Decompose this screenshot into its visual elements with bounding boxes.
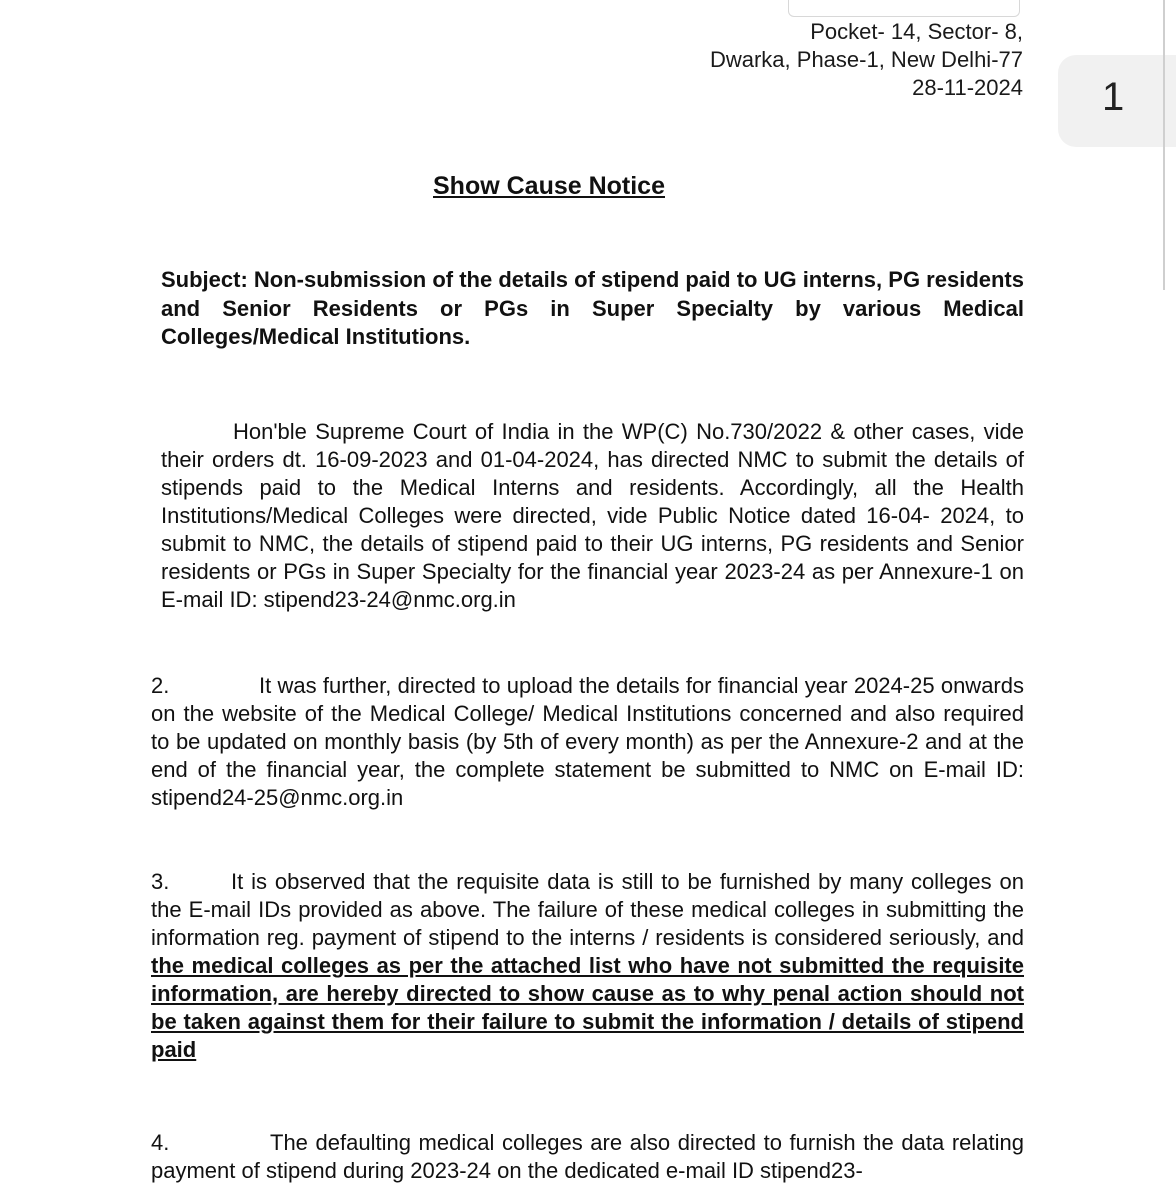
paragraph-2 bbox=[151, 672, 1024, 812]
address-line-1: Pocket- 14, Sector- 8, bbox=[810, 19, 1023, 44]
paragraph-3-directive: the medical colleges as per the attached list who have not submitted the requisite information, are hereby directed to show cause as to why penal action should not be taken against them for their failure to submit the information / details of stipend paid bbox=[151, 953, 1024, 1062]
paragraph-4-text: The defaulting medical colleges are also directed to furnish the data relating payment of stipend during 2023-24 on the dedicated e-mail ID stipend23- bbox=[151, 1130, 1024, 1183]
address-block bbox=[710, 18, 1023, 102]
paragraph-2-text: It was further, directed to upload the details for financial year 2024-25 onwards on the website of the Medical College/ Medical Institutions concerned and also required to be updated on monthly basis (by 5th of every month) as per the Annexure-2 and at the end of the financial year, the complete statement be submitted to NMC on E-mail ID: stipend24-25@nmc.org.in bbox=[151, 673, 1024, 810]
header-box-edge bbox=[788, 0, 1020, 17]
scrollbar-track[interactable] bbox=[1163, 0, 1165, 290]
paragraph-4-number: 4. bbox=[151, 1130, 170, 1155]
notice-subject: Subject: Non-submission of the details of stipend paid to UG interns, PG residents and Senior Residents or PGs in Super Specialty by various Medical Colleges/Medical Institutions. bbox=[161, 267, 1024, 349]
page-number-indicator bbox=[1058, 55, 1176, 147]
paragraph-1: Hon'ble Supreme Court of India in the WP(C) No.730/2022 & other cases, vide their orders dt. 16-09-2023 and 01-04-2024, has directed NMC to submit the details of stipends paid to the Medical Interns and residents. Accordingly, all the Health Institutions/Medical Colleges were directed, vide Public Notice dated 16-04- 2024, to submit to NMC, the details of stipend paid to their UG interns, PG residents and Senior residents or PGs in Super Specialty for the financial year 2023-24 as per Annexure-1 on E-mail ID: stipend23-24@nmc.org.in bbox=[161, 419, 1024, 612]
page-number: 1 bbox=[1102, 75, 1125, 119]
paragraph-3-number: 3. bbox=[151, 869, 170, 894]
paragraph-4 bbox=[151, 1129, 1024, 1185]
paragraph-3 bbox=[151, 868, 1024, 1064]
notice-date: 28-11-2024 bbox=[912, 75, 1023, 100]
address-line-2: Dwarka, Phase-1, New Delhi-77 bbox=[709, 47, 1023, 72]
paragraph-2-number: 2. bbox=[151, 673, 170, 698]
notice-title: Show Cause Notice bbox=[433, 172, 665, 200]
paragraph-3-text: It is observed that the requisite data is still to be furnished by many colleges on the E-mail IDs provided as above. The failure of these medical colleges in submitting the information reg. payment of stipend to the interns / residents is considered seriously, and bbox=[151, 869, 1024, 950]
